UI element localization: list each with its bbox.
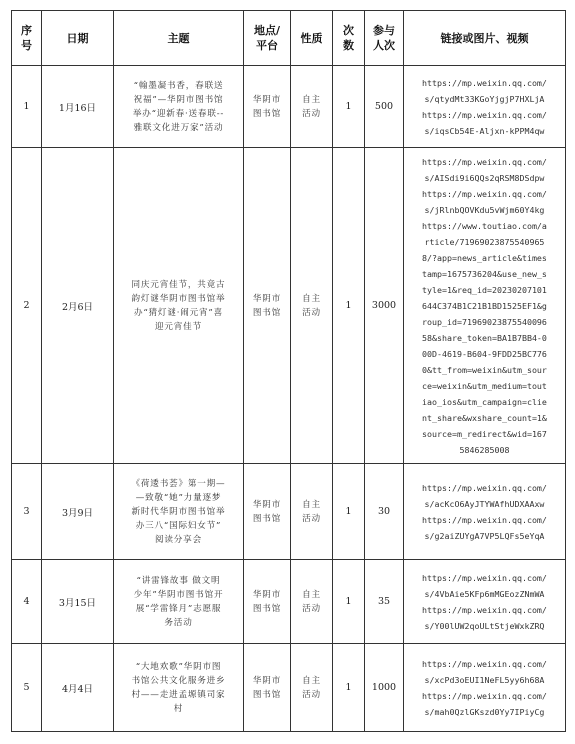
row-theme — [114, 644, 244, 732]
row-date-text: 2月6日 — [61, 301, 94, 313]
link-url[interactable]: https://mp.weixin.qq.com/ s/4VbAie5KFp6mMGEozZNmWA — [422, 572, 547, 599]
link-url[interactable]: https://mp.weixin.qq.com/ s/AISdi9i6QQs2qRSM8DSdpw — [422, 156, 547, 183]
link-url[interactable]: https://mp.weixin.qq.com/ s/acKcO6AyJTYWAfhUDXAAxw — [422, 482, 547, 509]
row-count-text: 1 — [345, 682, 352, 693]
header-nature: 性质 — [291, 11, 333, 66]
row-place-text: 华阴市 图书馆 — [252, 499, 282, 524]
row-nature — [291, 560, 333, 644]
row-number — [12, 464, 42, 560]
header-links: 链接或图片、视频 — [404, 11, 566, 66]
row-count-text: 1 — [345, 506, 352, 517]
row-theme-text: 同庆元宵佳节，共竟古 韵灯谜华阴市图书馆举 办“猜灯谜·闹元宵”喜 迎元宵佳节 — [131, 279, 226, 332]
row-attendance — [365, 148, 404, 464]
row-nature-text: 自主 活动 — [302, 589, 321, 614]
row-count — [333, 66, 365, 148]
row-count — [333, 148, 365, 464]
row-count-text: 1 — [345, 596, 352, 607]
row-links — [404, 66, 566, 148]
table-row — [12, 644, 566, 732]
row-links — [404, 464, 566, 560]
row-nature — [291, 464, 333, 560]
row-count — [333, 464, 365, 560]
row-count — [333, 644, 365, 732]
row-number-text: 1 — [23, 101, 30, 112]
table-row — [12, 464, 566, 560]
row-links — [404, 644, 566, 732]
header-attendance: 参与 人次 — [365, 11, 404, 66]
row-attendance-text: 1000 — [371, 682, 397, 693]
row-nature — [291, 148, 333, 464]
header-place: 地点/ 平台 — [244, 11, 291, 66]
row-theme — [114, 148, 244, 464]
row-attendance-text: 35 — [377, 596, 391, 607]
row-theme-text: “翰墨凝书香，春联送 祝福”—华阴市图书馆 举办“迎新春·送春联-- 雅联文化进万家”活动 — [132, 80, 225, 133]
header-count: 次 数 — [333, 11, 365, 66]
row-place-text: 华阴市 图书馆 — [252, 293, 282, 318]
row-date — [42, 644, 114, 732]
row-nature-text: 自主 活动 — [302, 94, 321, 119]
link-url[interactable]: https://mp.weixin.qq.com/ s/jRlnbQOVKdu5vWjm60Y4kg — [422, 188, 547, 215]
row-nature — [291, 644, 333, 732]
row-theme — [114, 464, 244, 560]
row-date-text: 4月4日 — [61, 683, 94, 695]
row-theme-text: “讲雷锋故事 做文明 少年”华阴市图书馆开 展“学雷锋月”志愿服 务活动 — [133, 575, 224, 628]
row-number-text: 2 — [23, 300, 30, 311]
row-place-text: 华阴市 图书馆 — [252, 94, 282, 119]
row-count — [333, 560, 365, 644]
row-place-text: 华阴市 图书馆 — [252, 589, 282, 614]
activity-table — [11, 10, 566, 732]
row-number — [12, 560, 42, 644]
row-number-text: 4 — [23, 596, 30, 607]
row-attendance-text: 30 — [377, 506, 391, 517]
link-url[interactable]: https://mp.weixin.qq.com/ s/g2aiZUYgA7VP5LQFs5eYqA — [422, 514, 547, 541]
row-count-text: 1 — [345, 101, 352, 112]
row-number-text: 5 — [23, 682, 30, 693]
row-attendance — [365, 560, 404, 644]
table-row — [12, 560, 566, 644]
header-row — [12, 11, 566, 66]
row-place — [244, 148, 291, 464]
row-attendance — [365, 464, 404, 560]
row-place — [244, 644, 291, 732]
header-theme: 主题 — [114, 11, 244, 66]
link-url[interactable]: https://mp.weixin.qq.com/ s/qtydMt33KGoYjgjP7HXLjA — [422, 77, 547, 104]
row-theme — [114, 66, 244, 148]
row-theme-text: 《荷逶书荟》第一期— —致敬“她”力量逐梦 新时代华阴市图书馆举 办三八“国际妇女节” 阅读分享会 — [131, 478, 226, 545]
row-number-text: 3 — [23, 506, 30, 517]
row-attendance-text: 3000 — [371, 300, 397, 311]
row-date — [42, 464, 114, 560]
row-number — [12, 148, 42, 464]
row-nature-text: 自主 活动 — [302, 675, 321, 700]
link-url[interactable]: https://mp.weixin.qq.com/ s/iqsCb54E-Aljxn-kPPM4qw — [422, 109, 547, 136]
row-date-text: 3月9日 — [61, 507, 94, 519]
row-place — [244, 464, 291, 560]
row-date — [42, 148, 114, 464]
row-place — [244, 560, 291, 644]
row-date — [42, 66, 114, 148]
row-date — [42, 560, 114, 644]
row-place — [244, 66, 291, 148]
row-theme — [114, 560, 244, 644]
header-num: 序 号 — [12, 11, 42, 66]
row-links — [404, 560, 566, 644]
row-nature-text: 自主 活动 — [302, 293, 321, 318]
row-links — [404, 148, 566, 464]
table-row — [12, 66, 566, 148]
link-url[interactable]: https://mp.weixin.qq.com/ s/Y00lUW2qoULtStjeWxkZRQ — [422, 604, 547, 631]
link-url[interactable]: https://www.toutiao.com/a rticle/71969023875540965 8/?app=news_article&times tamp=1675736204&use_new_s tyle=1&req_id=20230207101 644C374B1C21B1BD1525EF1&g roup_id=71969023875540096 58&share_token=BA1B7BB4-0 00D-4619-B604-9FDD25BC776 0&tt_from=weixin&utm_sour ce=weixin&utm_medium=tout iao_ios&utm_campaign=clie nt_share&wxshare_count=1& source=m_redirect&wid=167 5846285008 — [422, 220, 547, 455]
row-theme-text: “大地欢歌”华阴市图 书馆公共文化服务进乡 村——走进孟塬镇司家 村 — [131, 661, 226, 714]
row-attendance — [365, 66, 404, 148]
header-date: 日期 — [42, 11, 114, 66]
row-nature — [291, 66, 333, 148]
row-attendance — [365, 644, 404, 732]
row-number — [12, 644, 42, 732]
table-row — [12, 148, 566, 464]
row-date-text: 3月15日 — [58, 597, 97, 609]
row-date-text: 1月16日 — [58, 102, 97, 114]
link-url[interactable]: https://mp.weixin.qq.com/ s/xcPd3oEUI1NeFL5yy6h68A — [422, 658, 547, 685]
row-attendance-text: 500 — [374, 101, 394, 112]
row-number — [12, 66, 42, 148]
row-count-text: 1 — [345, 300, 352, 311]
row-nature-text: 自主 活动 — [302, 499, 321, 524]
row-place-text: 华阴市 图书馆 — [252, 675, 282, 700]
link-url[interactable]: https://mp.weixin.qq.com/ s/mah0QzlGKszd0Yy7IPiyCg — [422, 690, 547, 717]
